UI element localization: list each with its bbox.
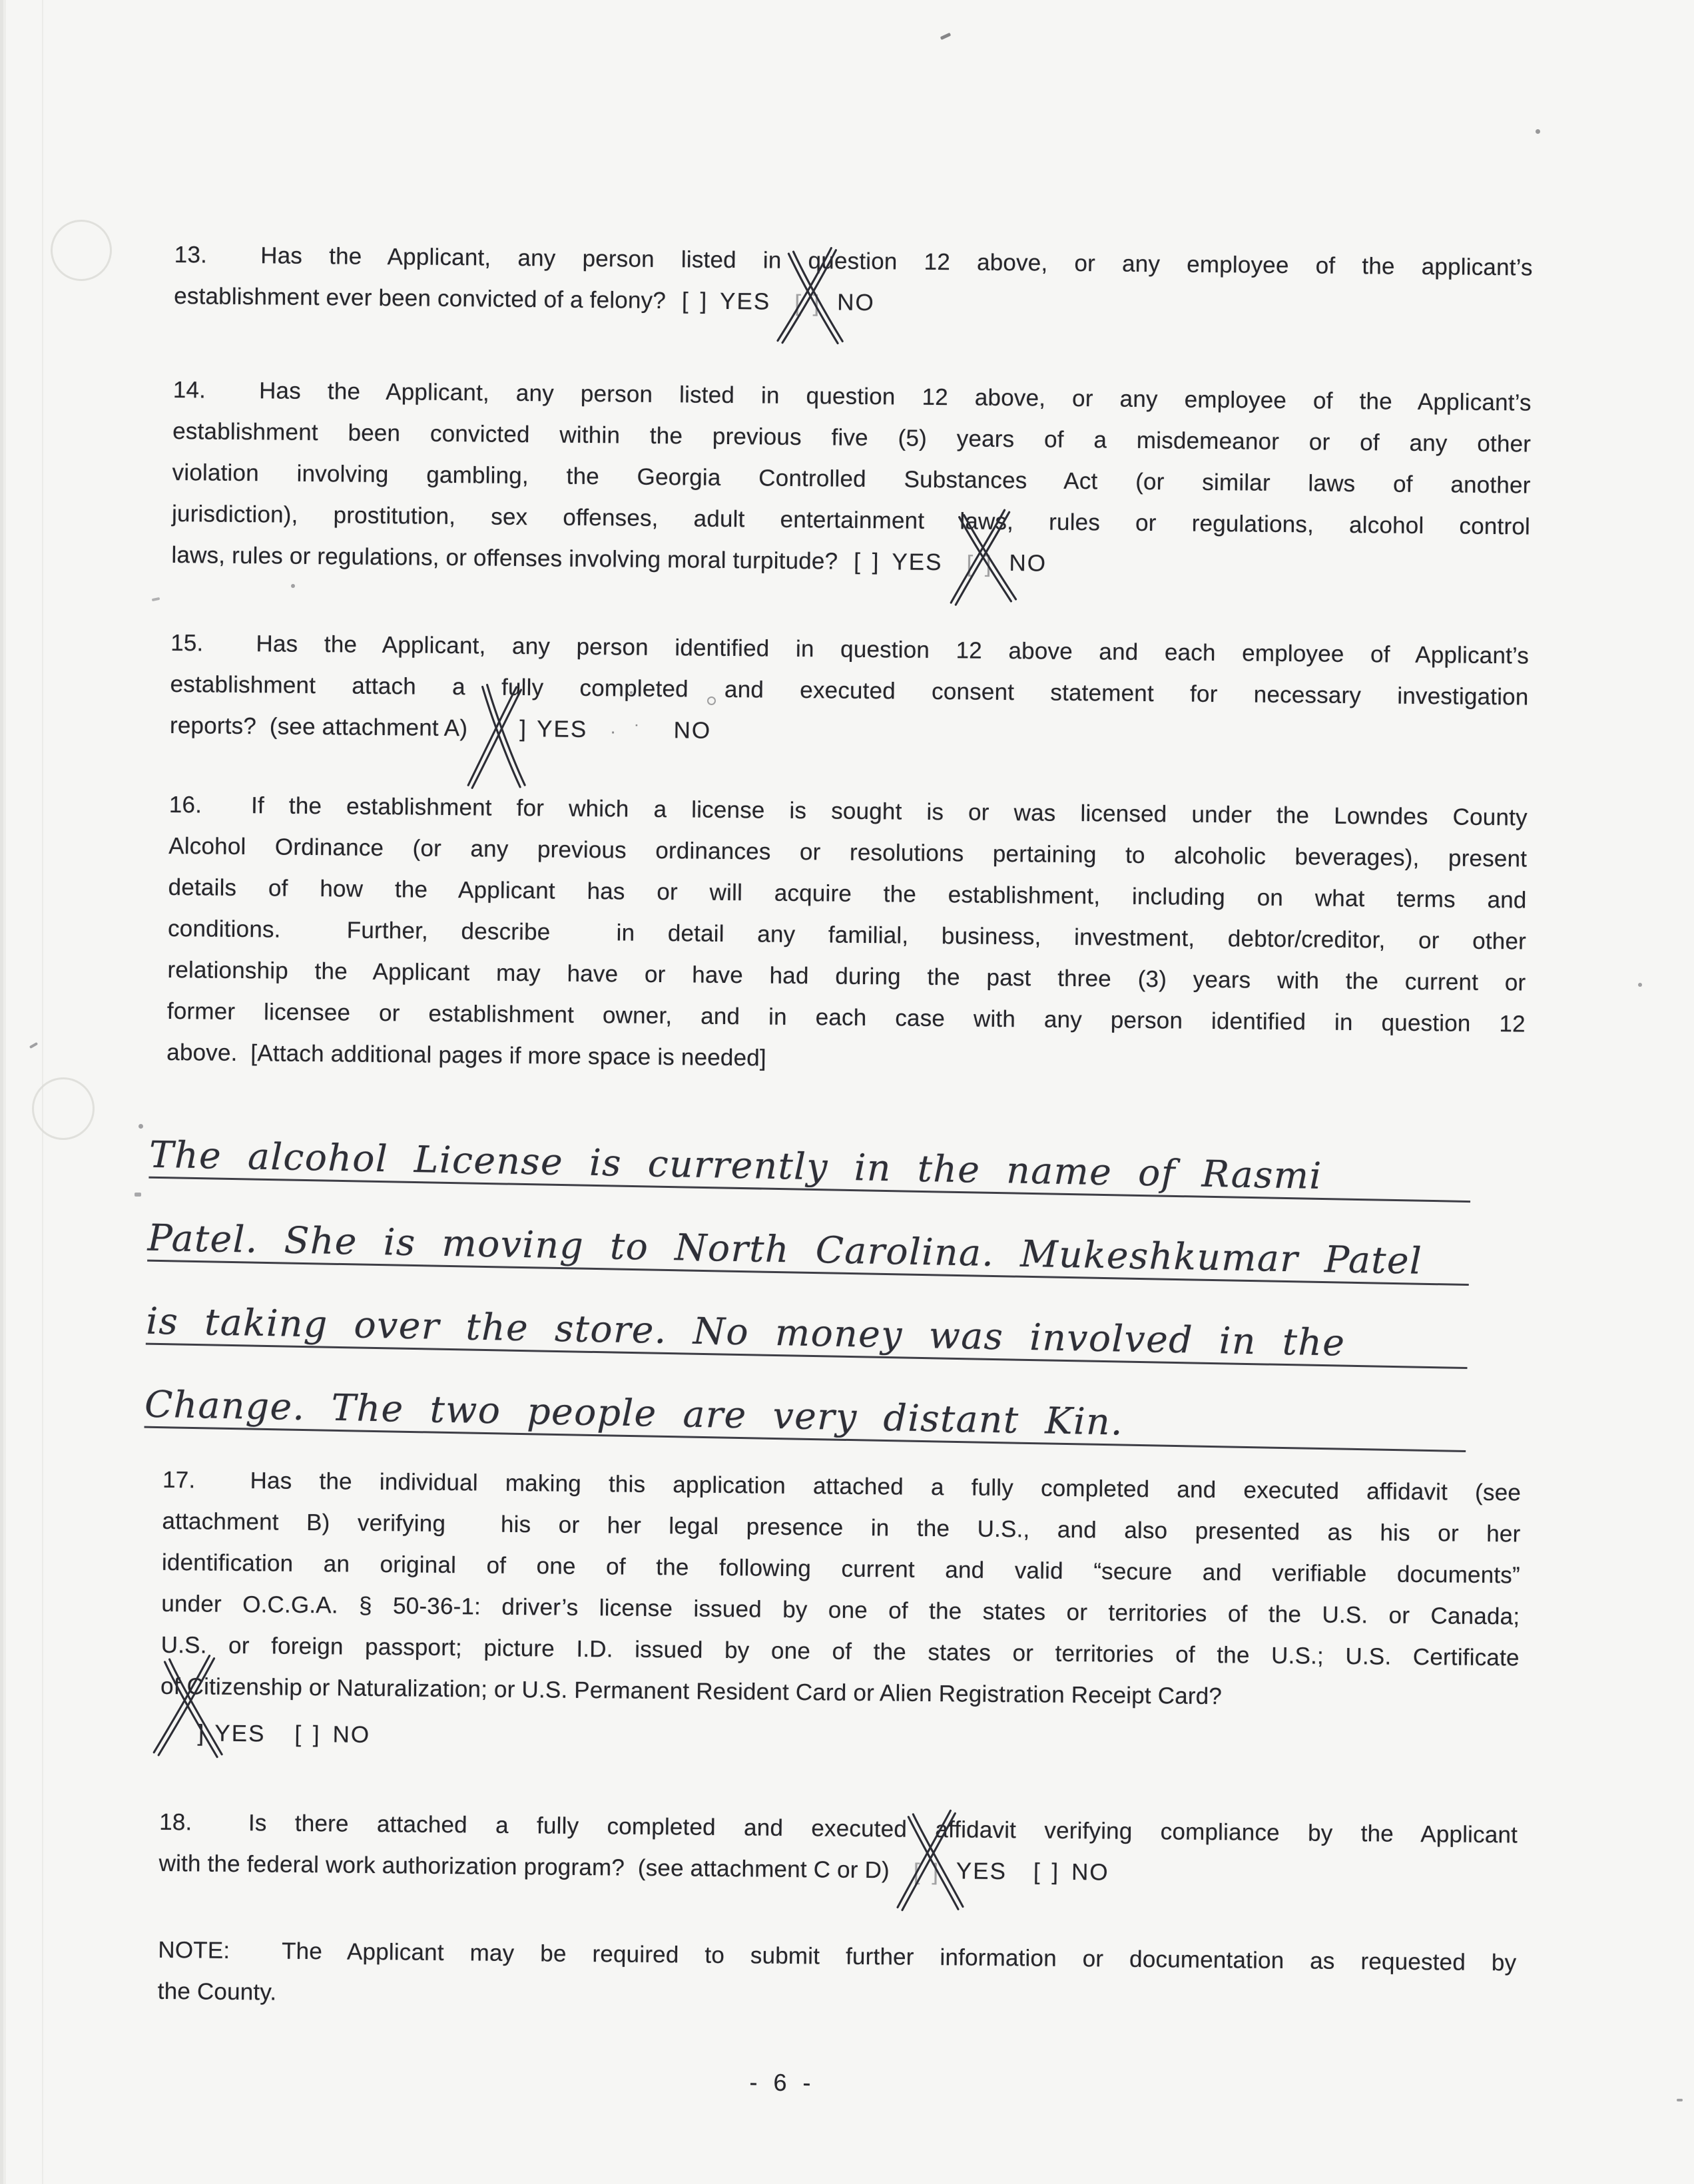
question-line: U.S. or foreign passport; picture I.D. issued by one of the states or territories of the U.S.; U.S. Certificate bbox=[160, 1631, 1520, 1671]
x-mark-icon bbox=[468, 679, 527, 794]
page-number: - 6 - bbox=[749, 2068, 816, 2097]
x-mark-icon bbox=[948, 505, 1016, 607]
question-line: 14. Has the Applicant, any person listed in question 12 above, or any employee of the Applicant’s bbox=[172, 376, 1532, 416]
question-17 bbox=[160, 1460, 1521, 1721]
covered-bracket: [ ] bbox=[794, 290, 822, 317]
question-text: with the federal work authorization program? (see attachment C or D) bbox=[158, 1850, 890, 1884]
checkbox-no[interactable] bbox=[785, 286, 826, 317]
question-line: relationship the Applicant may have or have had during the past three (3) years with the current or bbox=[167, 956, 1526, 996]
question-13 bbox=[174, 234, 1533, 330]
checkbox-yes[interactable]: [ ] bbox=[681, 288, 710, 314]
question-line: Alcohol Ordinance (or any previous ordinances or resolutions pertaining to alcoholic beverages), present bbox=[168, 832, 1528, 872]
question-line: of Citizenship or Naturalization; or U.S. Permanent Resident Card or Alien Registration Receipt Card? bbox=[160, 1673, 1223, 1710]
checkbox-no[interactable]: [ ] bbox=[1033, 1858, 1061, 1885]
no-label: NO bbox=[332, 1721, 371, 1748]
scan-smudge: · ˙ bbox=[609, 721, 647, 742]
yes-label: YES bbox=[214, 1720, 266, 1747]
question-line: attachment B) verifying his or her legal presence in the U.S., and also presented as his or her bbox=[162, 1507, 1521, 1547]
handwritten-answer-block bbox=[144, 1095, 1472, 1452]
checkbox-yes[interactable] bbox=[482, 712, 523, 739]
handwritten-line: Patel. She is moving to North Carolina. Mukeshkumar Patel bbox=[147, 1179, 1470, 1286]
no-label: NO bbox=[1009, 550, 1047, 577]
checkbox-bracket: ] bbox=[519, 716, 527, 742]
checkbox-no[interactable] bbox=[957, 546, 998, 577]
question-text: laws, rules or regulations, or offenses involving moral turpitude? bbox=[171, 541, 838, 575]
question-text: reports? (see attachment A) bbox=[169, 712, 468, 742]
checkbox-yes[interactable]: [ ] bbox=[854, 548, 882, 575]
x-mark-icon bbox=[149, 1651, 225, 1765]
question-line: 13. Has the Applicant, any person listed in question 12 above, or any employee of the applicant’s bbox=[174, 241, 1533, 281]
covered-bracket: [ ] bbox=[913, 1858, 942, 1886]
yes-label: YES bbox=[956, 1858, 1007, 1885]
question-18 bbox=[158, 1802, 1518, 1898]
question-line: violation involving gambling, the Georgia Controlled Substances Act (or similar laws of another bbox=[172, 459, 1531, 499]
handwritten-line: The alcohol License is currently in the name of Rasmi bbox=[148, 1095, 1472, 1203]
question-line: establishment been convicted within the previous five (5) years of a misdemeanor or of any other bbox=[172, 417, 1532, 457]
scan-speck bbox=[1677, 2099, 1683, 2101]
question-line: jurisdiction), prostitution, sex offenses, adult entertainment laws, rules or regulations, alcohol control bbox=[171, 500, 1531, 540]
checkbox-no[interactable]: [ ] bbox=[294, 1721, 322, 1748]
question-17-answer bbox=[160, 1713, 1519, 1767]
question-line: under O.C.G.A. § 50-36-1: driver’s license issued by one of the states or territories of the U.S. or Canada; bbox=[161, 1590, 1520, 1630]
note-line: the County. bbox=[157, 1978, 277, 2006]
x-mark-icon bbox=[896, 1806, 964, 1915]
question-line: above. [Attach additional pages if more space is needed] bbox=[166, 1039, 767, 1071]
yes-label: YES bbox=[892, 549, 943, 576]
note-line: NOTE: The Applicant may be required to submit further information or documentation as requested by bbox=[158, 1936, 1517, 1976]
covered-bracket: [ ] bbox=[966, 551, 994, 577]
no-label: NO bbox=[1071, 1859, 1109, 1886]
no-label: NO bbox=[673, 717, 712, 744]
question-line: conditions. Further, describe in detail any familial, business, investment, debtor/creditor, or other bbox=[167, 915, 1527, 955]
x-mark-icon bbox=[776, 244, 844, 346]
handwritten-line: is taking over the store. No money was involved in the bbox=[146, 1262, 1469, 1369]
no-label: NO bbox=[837, 289, 875, 316]
question-text: establishment ever been convicted of a felony? bbox=[174, 282, 667, 314]
checkbox-yes[interactable] bbox=[904, 1854, 946, 1886]
yes-label: YES bbox=[719, 288, 771, 315]
question-line: identification an original of one of the following current and valid “secure and verifiable documents” bbox=[161, 1549, 1521, 1589]
checkbox-yes[interactable] bbox=[160, 1717, 201, 1744]
question-16 bbox=[166, 784, 1528, 1087]
question-line: details of how the Applicant has or will acquire the establishment, including on what terms and bbox=[168, 874, 1527, 914]
question-15 bbox=[170, 623, 1530, 761]
question-line: 18. Is there attached a fully completed and executed affidavit verifying compliance by the Applicant bbox=[159, 1808, 1518, 1848]
question-14 bbox=[171, 370, 1532, 589]
handwritten-line: Change. The two people are very distant Kin. bbox=[144, 1345, 1468, 1452]
question-line: former licensee or establishment owner, and in each case with any person identified in question 12 bbox=[166, 997, 1526, 1037]
question-line: 15. Has the Applicant, any person identified in question 12 above and each employee of Applicant’s bbox=[170, 629, 1530, 669]
yes-label: YES bbox=[536, 716, 588, 742]
note-block bbox=[157, 1930, 1516, 2026]
question-line: 17. Has the individual making this application attached a fully completed and executed affidavit (see bbox=[162, 1466, 1522, 1506]
question-line: establishment attach a fully completed and executed consent statement for necessary investigation bbox=[170, 671, 1529, 710]
checkbox-bracket: ] bbox=[197, 1720, 204, 1747]
question-line: 16. If the establishment for which a license is sought is or was licensed under the Lowndes County bbox=[168, 791, 1528, 831]
